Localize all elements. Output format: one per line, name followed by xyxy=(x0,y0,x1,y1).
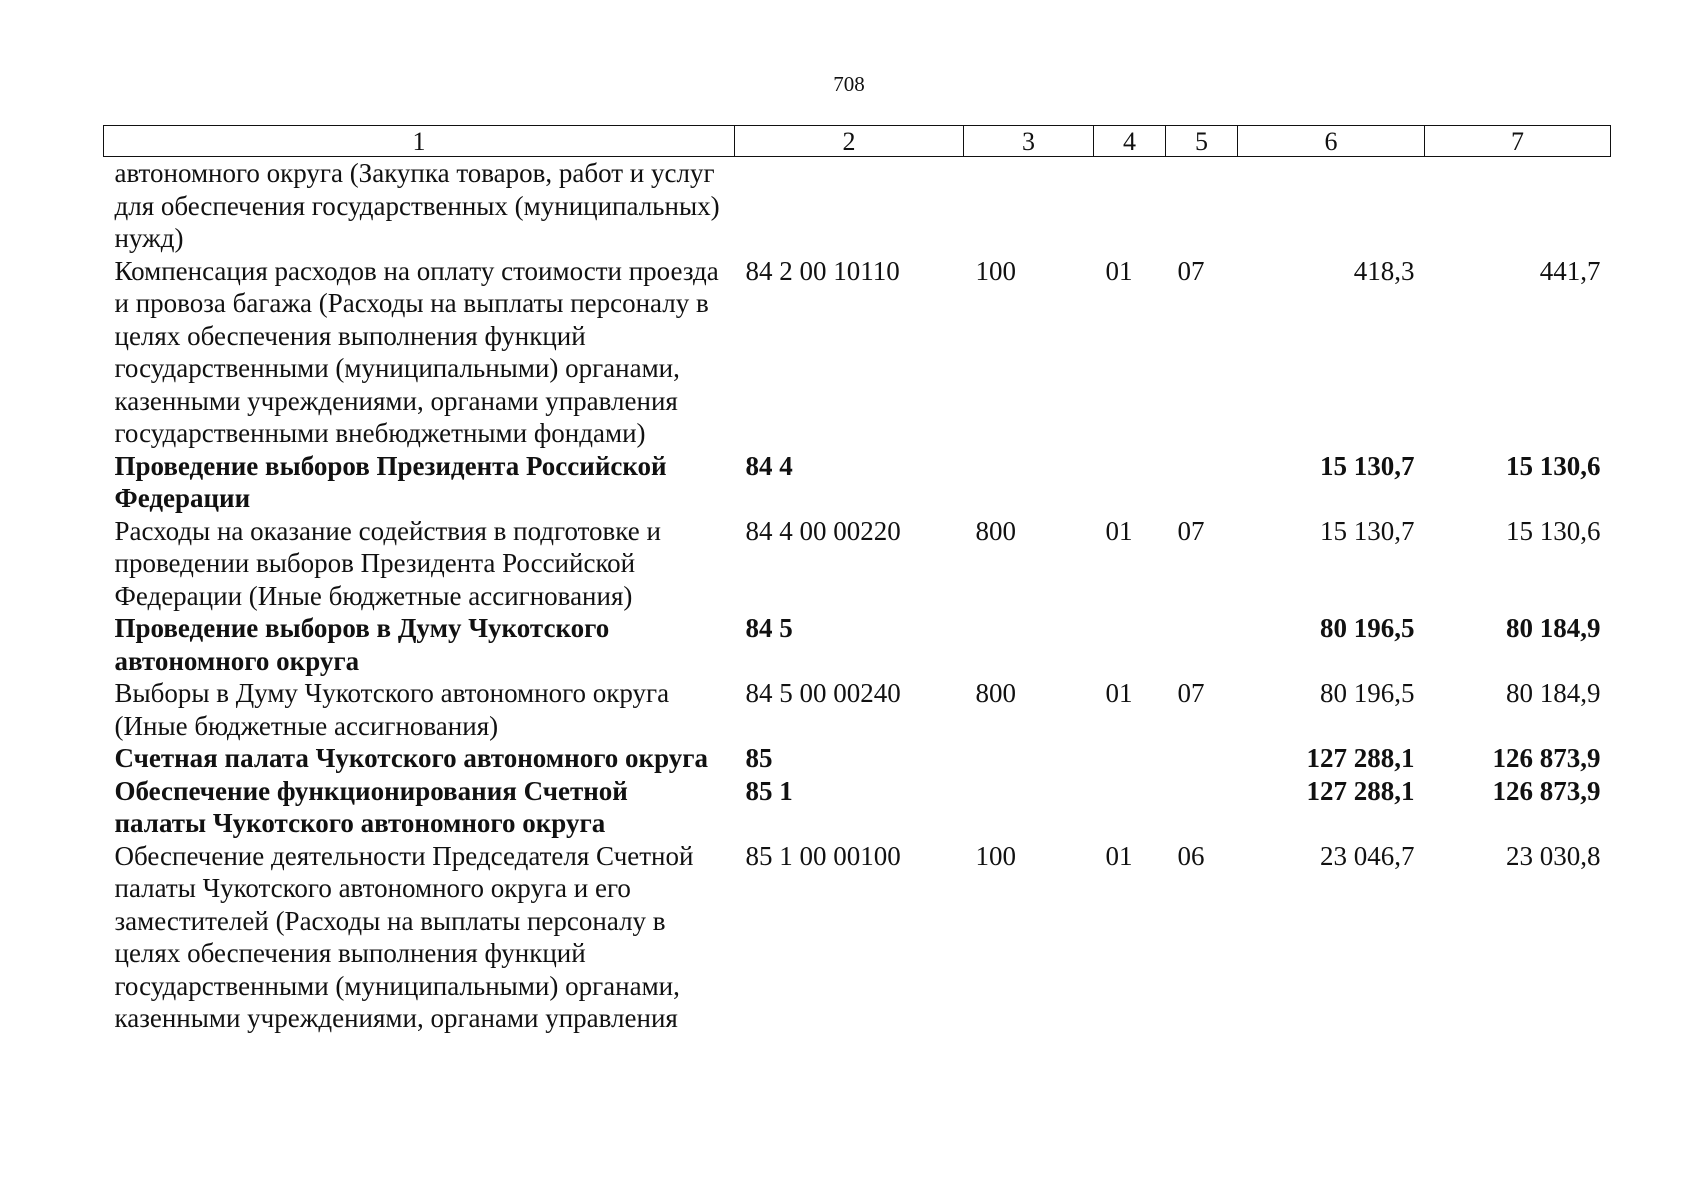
column-header-4: 4 xyxy=(1094,126,1166,157)
cell-subsection xyxy=(1166,157,1238,255)
cell-section: 01 xyxy=(1105,255,1133,286)
cell-code: 85 1 xyxy=(745,775,793,806)
cell-amount-2: 80 184,9 xyxy=(1506,613,1601,643)
cell-name: Расходы на оказание содействия в подготовке и проведении выборов Президента Российской Федерации (Иные бюджетные ассигнования) xyxy=(114,515,661,611)
cell-amount-1: 23 046,7 xyxy=(1320,840,1415,871)
cell-expense-type xyxy=(964,742,1094,775)
cell-code xyxy=(735,157,964,255)
cell-expense-type: 100 xyxy=(975,840,1016,871)
cell-section xyxy=(1094,742,1166,775)
cell-section xyxy=(1094,612,1166,677)
cell-code: 84 4 00 00220 xyxy=(745,515,901,546)
cell-amount-2: 15 130,6 xyxy=(1506,450,1601,481)
budget-table xyxy=(103,125,1611,1035)
cell-amount-1 xyxy=(1238,157,1425,255)
cell-section: 01 xyxy=(1105,840,1133,871)
cell-section: 01 xyxy=(1105,678,1133,708)
cell-name: Счетная палата Чукотского автономного округа xyxy=(114,743,709,773)
cell-subsection xyxy=(1166,742,1238,775)
cell-amount-1: 127 288,1 xyxy=(1306,775,1415,806)
cell-expense-type xyxy=(964,612,1094,677)
cell-expense-type: 100 xyxy=(975,255,1016,286)
cell-amount-1: 15 130,7 xyxy=(1320,515,1415,546)
table-row xyxy=(104,840,1611,1035)
cell-expense-type xyxy=(964,450,1094,515)
cell-amount-2: 126 873,9 xyxy=(1492,775,1601,806)
cell-amount-2 xyxy=(1425,157,1611,255)
cell-amount-1: 418,3 xyxy=(1353,255,1415,286)
cell-subsection xyxy=(1166,612,1238,677)
page-number: 708 xyxy=(833,72,865,96)
table-row xyxy=(104,515,1611,613)
cell-subsection: 07 xyxy=(1177,515,1205,546)
cell-section: 01 xyxy=(1105,515,1133,546)
cell-section xyxy=(1094,450,1166,515)
cell-amount-1: 80 196,5 xyxy=(1320,613,1415,643)
column-header-6: 6 xyxy=(1238,126,1425,157)
cell-name: Обеспечение функционирования Счетной палаты Чукотского автономного округа xyxy=(114,775,628,838)
column-header-1: 1 xyxy=(104,126,735,157)
cell-amount-2: 23 030,8 xyxy=(1506,840,1601,871)
cell-amount-2: 15 130,6 xyxy=(1506,515,1601,546)
cell-name: Проведение выборов Президента Российской Федерации xyxy=(114,450,667,513)
column-header-2: 2 xyxy=(735,126,964,157)
cell-expense-type xyxy=(964,157,1094,255)
cell-amount-1: 15 130,7 xyxy=(1320,450,1415,481)
cell-subsection xyxy=(1166,450,1238,515)
cell-name: Обеспечение деятельности Председателя Счетной палаты Чукотского автономного округа и его заместителей (Расходы на выплаты персоналу в целях обеспечения выполнения функций государственными (муниципальными) органами, казенными учреждениями, органами управления xyxy=(114,840,694,1033)
table-row xyxy=(104,157,1611,255)
cell-name: Проведение выборов в Думу Чукотского автономного округа xyxy=(114,613,610,676)
cell-expense-type: 800 xyxy=(975,515,1016,546)
cell-subsection: 07 xyxy=(1177,255,1205,286)
column-header-7: 7 xyxy=(1425,126,1611,157)
cell-expense-type: 800 xyxy=(975,678,1016,708)
table-row xyxy=(104,742,1611,775)
column-header-3: 3 xyxy=(964,126,1094,157)
cell-subsection: 06 xyxy=(1177,840,1205,871)
cell-amount-2: 126 873,9 xyxy=(1492,743,1601,773)
cell-code: 84 4 xyxy=(745,450,793,481)
table-row xyxy=(104,775,1611,840)
table-header xyxy=(104,126,1611,157)
cell-amount-1: 80 196,5 xyxy=(1320,678,1415,708)
cell-subsection: 07 xyxy=(1177,678,1205,708)
cell-amount-2: 80 184,9 xyxy=(1506,678,1601,708)
cell-amount-2: 441,7 xyxy=(1539,255,1601,286)
table-row xyxy=(104,677,1611,742)
cell-subsection xyxy=(1166,775,1238,840)
cell-code: 85 1 00 00100 xyxy=(745,840,901,871)
cell-code: 84 2 00 10110 xyxy=(745,255,900,286)
cell-section xyxy=(1094,157,1166,255)
cell-section xyxy=(1094,775,1166,840)
table-row xyxy=(104,450,1611,515)
cell-name: автономного округа (Закупка товаров, работ и услуг для обеспечения государственных (муниципальных) нужд) xyxy=(114,158,720,253)
cell-name: Выборы в Думу Чукотского автономного округа (Иные бюджетные ассигнования) xyxy=(114,678,670,741)
table-row xyxy=(104,612,1611,677)
cell-amount-1: 127 288,1 xyxy=(1306,743,1415,773)
cell-code: 84 5 xyxy=(745,613,793,643)
table-row xyxy=(104,255,1611,450)
header-row xyxy=(104,126,1611,157)
table-body xyxy=(104,157,1611,1035)
column-header-5: 5 xyxy=(1166,126,1238,157)
cell-name: Компенсация расходов на оплату стоимости проезда и провоза багажа (Расходы на выплаты персоналу в целях обеспечения выполнения функций государственными (муниципальными) органами, казенными учреждениями, органами управления государственными внебюджетными фондами) xyxy=(114,255,719,448)
cell-code: 85 xyxy=(745,743,773,773)
cell-expense-type xyxy=(964,775,1094,840)
cell-code: 84 5 00 00240 xyxy=(745,678,901,708)
